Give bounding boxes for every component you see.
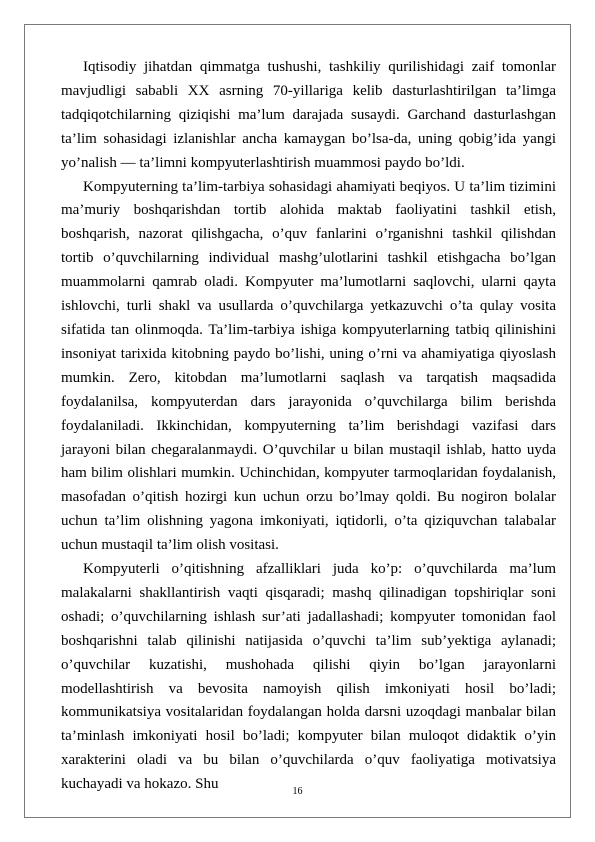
paragraph-3: Kompyuterli o’qitishning afzalliklari juda ko’p: o’quvchilarda ma’lum malakalarni shakllantirish vaqti qisqaradi; mashq qilinadigan topshiriqlar soni oshadi; o’quvchilarning ishlash sur’ati jadallashadi; kompyuter tomonidan faol boshqarishni talab qilinishi natijasida o’quvchi ta’lim sub’yektiga aylanadi; o’quvchilar kuzatishi, mushohada qilishi qiyin bo’lgan jarayonlarni modellashtirish va bevosita namoyish qilish imkoniyati hosil bo’ladi; kommunikatsiya vositalaridan foydalangan holda darsni uzoqdagi manbalar bilan ta’minlash imkoniyati hosil bo’ladi; kompyuter bilan muloqot didaktik o’yin xarakterini oladi va bu bilan o’quvchilarda o’quv faoliyatiga motivatsiya kuchayadi va hokazo. Shu <box>61 561 556 793</box>
paragraph-1: Iqtisodiy jihatdan qimmatga tushushi, tashkiliy qurilishidagi zaif tomonlar mavjudligi sababli XX asrning 70-yillariga kelib dasturlashtirilgan ta’limga tadqiqotchilarning qiziqishi ma’lum darajada susaydi. Garchand dasturlashgan ta’lim sohasidagi izlanishlar ancha kamaygan bo’lsa-da, uning qobig’ida yangi yo’nalish — ta’limni kompyuterlashtirish muammosi paydo bo’ldi. <box>61 59 556 171</box>
paragraph-2: Kompyuterning ta’lim-tarbiya sohasidagi ahamiyati beqiyos. U ta’lim tizimini ma’muriy boshqarishdan tortib alohida maktab faoliyatini tashkil etish, boshqarish, nazorat qilishgacha, o’quv fanlarini o’rganishni tashkil qilishdan tortib o’quvchilarning individual mashg’ulotlarini tashkil etishgacha bo’lgan muammolarni qamrab oladi. Kompyuter ma’lumotlarni saqlovchi, ularni qayta ishlovchi, turli shakl va usullarda o’quvchilarga yetkazuvchi o’ta qulay vosita sifatida tan olinmoqda. Ta’lim-tarbiya ishiga kompyuterlarning tatbiq qilinishini insoniyat tarixida kitobning paydo bo’lishi, uning o’rni va ahamiyatiga qiyoslash mumkin. Zero, kitobdan ma’lumotlarni saqlash va tarqatish maqsadida foydalanilsa, kompyuterdan dars jarayonida o’quvchilarga bilim berishda foydalaniladi. Ikkinchidan, kompyuterning ta’lim berishdagi vazifasi dars jarayoni bilan chegaralanmaydi. O’quvchilar u bilan mustaqil ishlab, hatto uyda ham bilim olishlari mumkin. Uchinchidan, kompyuter tarmoqlaridan foydalanish, masofadan o’qitish hozirgi kun uchun orzu bo’lmay qoldi. Bu nogiron bolalar uchun ta’lim olishning yagona imkoniyati, iqtidorli, o’ta qiziquvchan talabalar uchun mustaqil ta’lim olish vositasi. <box>61 178 556 554</box>
page-number: 16 <box>292 786 303 797</box>
document-body <box>61 56 556 797</box>
